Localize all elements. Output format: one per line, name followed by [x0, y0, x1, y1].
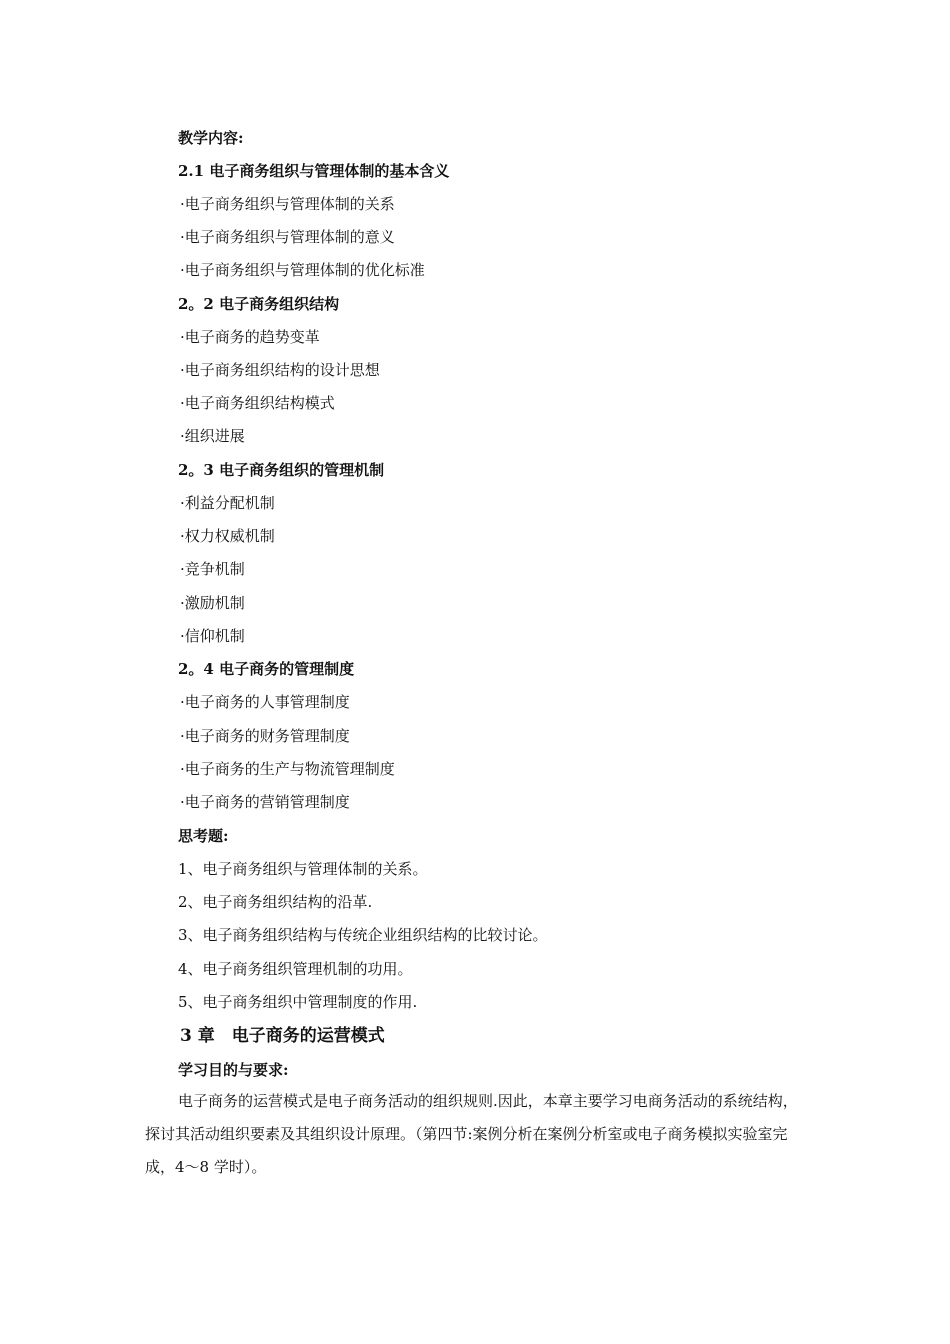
questions-label: 思考题:	[178, 827, 229, 845]
list-item: ·电子商务组织结构的设计思想	[180, 361, 380, 379]
list-item: ·电子商务的趋势变革	[180, 328, 320, 346]
list-item: ·电子商务的财务管理制度	[180, 727, 350, 745]
teaching-content-label: 教学内容:	[178, 129, 244, 147]
question-item: 5、电子商务组织中管理制度的作用.	[178, 993, 418, 1011]
list-item: ·电子商务组织结构模式	[180, 394, 335, 412]
list-item: ·组织进展	[180, 427, 245, 445]
list-item: ·电子商务的生产与物流管理制度	[180, 760, 395, 778]
section-title: 2。4 电子商务的管理制度	[178, 660, 355, 678]
question-item: 3、电子商务组织结构与传统企业组织结构的比较讨论。	[178, 926, 548, 944]
list-item: ·电子商务组织与管理体制的意义	[180, 228, 395, 246]
objectives-label: 学习目的与要求:	[178, 1061, 289, 1079]
list-item: ·激励机制	[180, 594, 245, 612]
question-item: 1、电子商务组织与管理体制的关系。	[178, 860, 428, 878]
list-item: ·电子商务组织与管理体制的优化标准	[180, 261, 425, 279]
question-item: 4、电子商务组织管理机制的功用。	[178, 960, 413, 978]
list-item: ·权力权威机制	[180, 527, 275, 545]
chapter-title: 3 章 电子商务的运营模式	[180, 1026, 385, 1046]
list-item: ·电子商务组织与管理体制的关系	[180, 195, 395, 213]
question-item: 2、电子商务组织结构的沿革.	[178, 893, 373, 911]
list-item: ·信仰机制	[180, 627, 245, 645]
list-item: ·利益分配机制	[180, 494, 275, 512]
list-item: ·电子商务的人事管理制度	[180, 693, 350, 711]
list-item: ·竞争机制	[180, 560, 245, 578]
objectives-paragraph: 电子商务的运营模式是电子商务活动的组织规则.因此，本章主要学习电商务活动的系统结构，探讨其活动组织要素及其组织设计原理。（第四节:案例分析在案例分析室或电子商务模拟实验室完成，4～8 学时）。	[145, 1092, 798, 1176]
section-title: 2。3 电子商务组织的管理机制	[178, 461, 385, 479]
section-title: 2.1 电子商务组织与管理体制的基本含义	[178, 162, 450, 180]
section-title: 2。2 电子商务组织结构	[178, 295, 340, 313]
list-item: ·电子商务的营销管理制度	[180, 793, 350, 811]
